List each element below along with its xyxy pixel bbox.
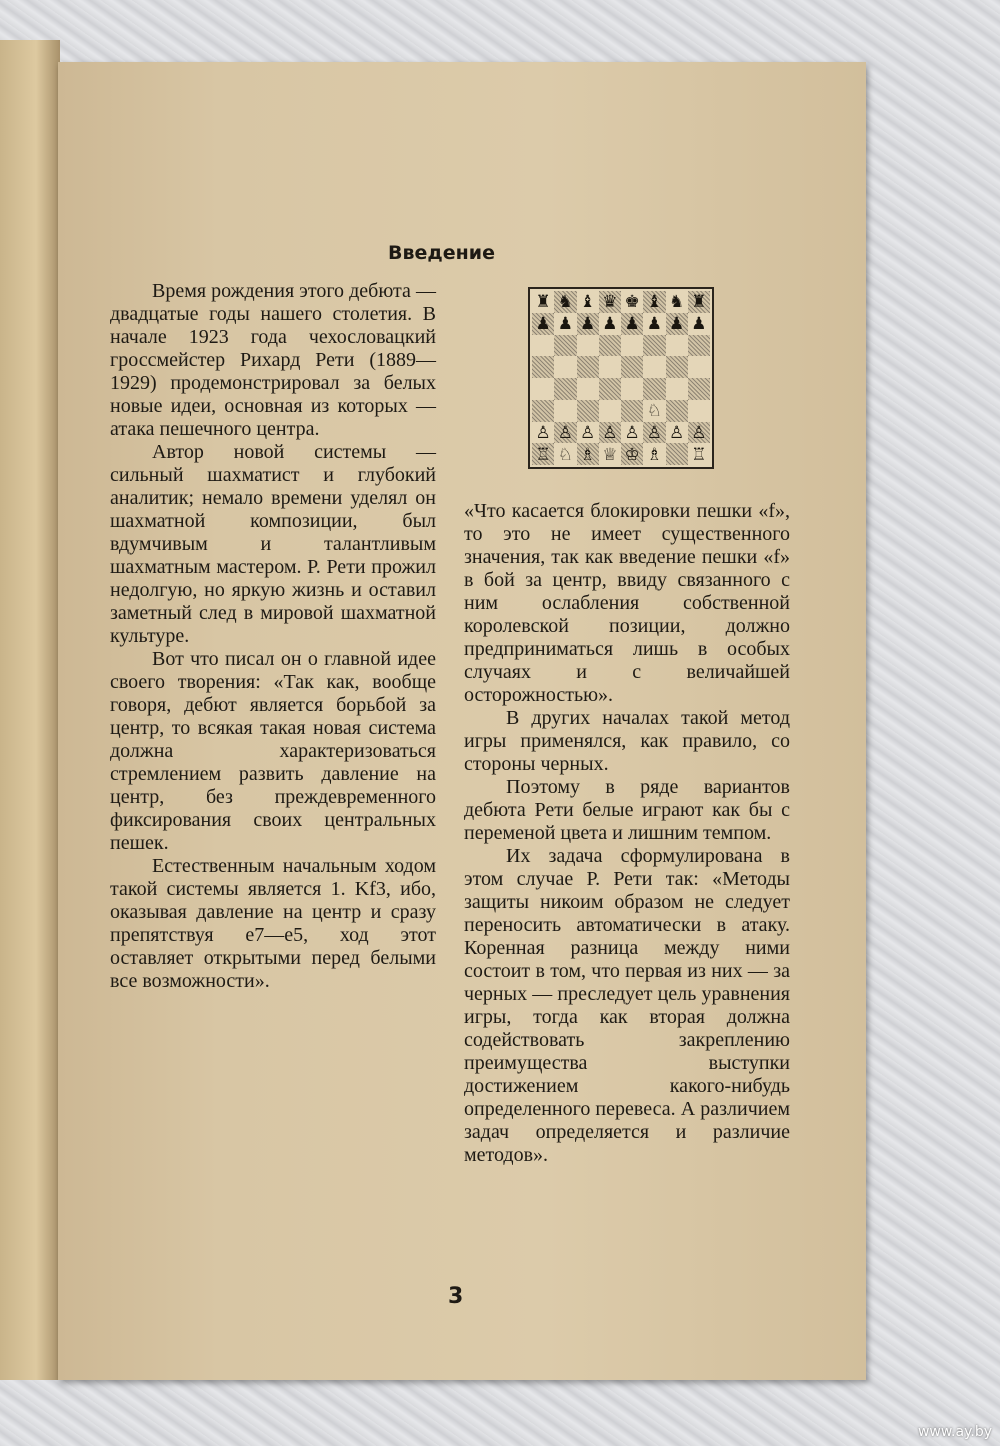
chess-board-diagram [528,287,714,469]
chess-square [666,378,688,400]
chess-piece-square: ♜ [535,292,551,312]
chess-piece-square: ♔ [621,443,643,465]
chess-square [666,443,688,465]
paragraph: Их задача сформулирована в этом случае Р. Рети так: «Методы защиты никоим образом не следует переносить автоматически в атаку. Коренная разница между ними состоит в том, что первая из них — за черных — преследует цель уравнения игры, тогда как вторая должна содействовать закреплению преимущества выступки достижением какого-нибудь определенного перевеса. А различием задач определяется и различие методов». [464,845,790,1166]
paragraph: «Что касается блокировки пешки «f», то это не имеет существенного значения, так как введение пешки «f» в бой за центр, ввиду связанного с ним ослабления собственной королевской позиции, должно предприниматься лишь в особых случаях и с величайшей осторожностью». [464,500,790,706]
chess-piece-square: ♗ [646,444,662,464]
chess-piece-square: ♟ [666,313,688,335]
watermark: www.ay.by [917,1424,992,1440]
chess-piece-square: ♙ [669,422,685,442]
chess-square [577,335,599,357]
chess-piece-square: ♖ [691,444,707,464]
chess-square [666,356,688,378]
chess-piece-square: ♜ [688,291,710,313]
chess-square [599,356,621,378]
chess-piece-square: ♟ [646,314,662,334]
chess-square [688,356,710,378]
paragraph: Время рождения этого дебюта — двадцатые годы нашего столетия. В начале 1923 года чехословацкий гроссмейстер Рихард Рети (1889—1929) продемонстрировал за белых новые идеи, основная из которых — атака пешечного центра. [110,280,436,440]
chess-square [577,378,599,400]
chess-square [621,400,643,422]
chess-square [554,400,576,422]
chess-piece-square: ♖ [532,443,554,465]
chess-piece-square: ♝ [643,291,665,313]
chess-piece-square: ♙ [535,422,551,442]
left-page-edge [0,40,60,1380]
chess-piece-square: ♟ [557,314,573,334]
chess-square [666,400,688,422]
chess-square [621,335,643,357]
chess-piece-square: ♗ [577,443,599,465]
left-column [110,280,436,993]
chess-square [643,335,665,357]
chess-piece-square: ♟ [602,314,618,334]
chess-square [599,335,621,357]
chess-square [554,335,576,357]
chess-square [532,400,554,422]
chess-piece-square: ♘ [646,401,662,421]
paragraph: Автор новой системы — сильный шахматист и глубокий аналитик; немало времени уделял он шахматной композиции, был вдумчивым и талантливым шахматным мастером. Р. Рети прожил недолгую, но яркую жизнь и оставил заметный след в мировой шахматной культуре. [110,441,436,647]
chess-square [554,356,576,378]
chess-piece-square: ♞ [554,291,576,313]
chess-piece-square: ♙ [599,422,621,444]
chess-square [688,378,710,400]
chess-square [643,356,665,378]
chess-square [532,335,554,357]
chess-piece-square: ♕ [602,444,618,464]
chess-piece-square: ♙ [580,422,596,442]
right-column [464,500,790,1167]
chess-piece-square: ♟ [621,313,643,335]
chess-square [577,400,599,422]
chess-piece-square: ♙ [554,422,576,444]
chess-square [643,378,665,400]
chess-square [532,356,554,378]
chess-piece-square: ♛ [599,291,621,313]
paragraph: Вот что писал он о главной идее своего творения: «Так как, вообще говоря, дебют является борьбой за центр, то всякая такая новая система должна характеризоваться стремлением развить давление на центр, без преждевременного фиксирования своих центральных пешек. [110,648,436,854]
chess-piece-square: ♝ [580,292,596,312]
paragraph: Поэтому в ряде вариантов дебюта Рети белые играют как бы с переменой цвета и лишним темпом. [464,776,790,844]
paragraph: Естественным начальным ходом такой системы является 1. Kf3, ибо, оказывая давление на центр и сразу препятствуя е7—е5, ход этот оставляет открытыми перед белыми все возможности». [110,855,436,992]
chess-square [577,356,599,378]
chess-piece-square: ♟ [691,314,707,334]
chess-square [621,356,643,378]
chess-piece-square: ♟ [577,313,599,335]
book-page [58,62,866,1380]
chess-square [599,400,621,422]
chess-piece-square: ♙ [688,422,710,444]
chess-piece-square: ♟ [532,313,554,335]
chess-piece-square: ♞ [669,292,685,312]
chess-square [688,335,710,357]
chess-square [621,378,643,400]
chess-square [554,378,576,400]
page-number: 3 [448,1284,464,1309]
chess-square [599,378,621,400]
chess-piece-square: ♚ [624,292,640,312]
paragraph: В других началах такой метод игры применялся, как правило, со стороны черных. [464,707,790,775]
chess-piece-square: ♘ [557,444,573,464]
chess-piece-square: ♙ [643,422,665,444]
chess-square [688,400,710,422]
chess-piece-square: ♙ [624,422,640,442]
chess-square [666,335,688,357]
chess-square [532,378,554,400]
page-title: Введение [388,242,495,264]
